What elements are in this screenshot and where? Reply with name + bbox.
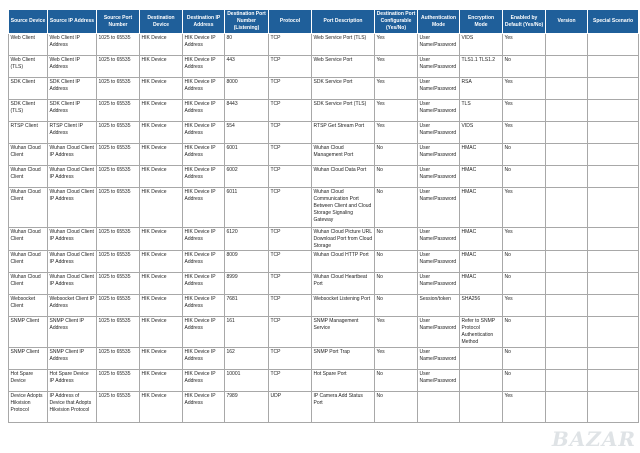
table-row: [9, 188, 639, 228]
table-cell: 161: [225, 317, 269, 348]
table-cell: TCP: [269, 34, 312, 56]
table-cell: SNMP Client: [9, 317, 48, 348]
table-cell: User Name/Password: [418, 166, 460, 188]
col-destination-ip: Destination IP Address: [183, 10, 225, 34]
table-cell: Wuhan Cloud HTTP Port: [312, 251, 375, 273]
table-cell: [546, 251, 588, 273]
table-cell: HIK Device IP Address: [183, 122, 225, 144]
col-authentication-mode: Authentication Mode: [418, 10, 460, 34]
table-cell: Wuhan Cloud Client IP Address: [48, 144, 97, 166]
table-cell: 6011: [225, 188, 269, 228]
table-cell: Yes: [503, 122, 546, 144]
table-cell: HIK Device IP Address: [183, 273, 225, 295]
table-cell: HIK Device: [140, 273, 183, 295]
table-cell: [546, 34, 588, 56]
table-cell: [546, 188, 588, 228]
table-cell: HMAC: [460, 228, 503, 251]
table-cell: Wuhan Cloud Management Port: [312, 144, 375, 166]
table-cell: Web Client IP Address: [48, 56, 97, 78]
table-cell: HIK Device IP Address: [183, 295, 225, 317]
table-cell: No: [375, 370, 418, 392]
table-cell: RTSP Client IP Address: [48, 122, 97, 144]
table-cell: HIK Device IP Address: [183, 78, 225, 100]
table-cell: User Name/Password: [418, 348, 460, 370]
table-cell: HMAC: [460, 188, 503, 228]
table-cell: RTSP Get Stream Port: [312, 122, 375, 144]
table-cell: HIK Device: [140, 56, 183, 78]
table-cell: 1025 to 65535: [97, 78, 140, 100]
table-cell: No: [375, 392, 418, 423]
table-cell: 443: [225, 56, 269, 78]
table-cell: [588, 56, 639, 78]
table-cell: Web Client (TLS): [9, 56, 48, 78]
table-cell: Websocket Client: [9, 295, 48, 317]
table-cell: [588, 166, 639, 188]
table-cell: User Name/Password: [418, 144, 460, 166]
table-cell: Yes: [375, 100, 418, 122]
table-cell: User Name/Password: [418, 34, 460, 56]
table-cell: Yes: [503, 34, 546, 56]
table-cell: Websocket Listening Port: [312, 295, 375, 317]
table-cell: Wuhan Cloud Client IP Address: [48, 228, 97, 251]
table-cell: [546, 295, 588, 317]
table-cell: No: [503, 56, 546, 78]
table-cell: [588, 273, 639, 295]
table-cell: HIK Device IP Address: [183, 317, 225, 348]
table-cell: No: [375, 251, 418, 273]
table-cell: 6002: [225, 166, 269, 188]
table-cell: 8443: [225, 100, 269, 122]
table-cell: 1025 to 65535: [97, 295, 140, 317]
table-body: [9, 34, 639, 423]
table-cell: 1025 to 65535: [97, 100, 140, 122]
table-cell: Yes: [375, 348, 418, 370]
table-cell: Websocket Client IP Address: [48, 295, 97, 317]
table-cell: [588, 295, 639, 317]
table-cell: [588, 228, 639, 251]
table-row: [9, 251, 639, 273]
table-cell: HIK Device: [140, 166, 183, 188]
table-cell: No: [503, 370, 546, 392]
header-row: [9, 10, 639, 34]
table-cell: TCP: [269, 348, 312, 370]
col-source-port: Source Port Number: [97, 10, 140, 34]
table-row: [9, 122, 639, 144]
table-cell: Wuhan Cloud Client: [9, 228, 48, 251]
table-cell: SDK Client IP Address: [48, 100, 97, 122]
table-cell: No: [503, 144, 546, 166]
table-cell: Yes: [503, 188, 546, 228]
col-encryption-mode: Encryption Mode: [460, 10, 503, 34]
table-cell: [546, 144, 588, 166]
table-cell: Wuhan Cloud Client: [9, 188, 48, 228]
table-cell: Wuhan Cloud Picture URL Download Port from Cloud Storage: [312, 228, 375, 251]
table-cell: 1025 to 65535: [97, 317, 140, 348]
table-row: [9, 166, 639, 188]
table-cell: HMAC: [460, 166, 503, 188]
table-row: [9, 295, 639, 317]
table-cell: SDK Client: [9, 78, 48, 100]
table-row: [9, 273, 639, 295]
table-cell: User Name/Password: [418, 273, 460, 295]
table-cell: 8000: [225, 78, 269, 100]
col-port-description: Port Description: [312, 10, 375, 34]
table-cell: HIK Device: [140, 317, 183, 348]
table-cell: Yes: [375, 122, 418, 144]
table-cell: User Name/Password: [418, 78, 460, 100]
table-cell: HIK Device: [140, 251, 183, 273]
table-cell: VIDS: [460, 34, 503, 56]
table-cell: [546, 100, 588, 122]
table-cell: HIK Device: [140, 228, 183, 251]
table-cell: SDK Client (TLS): [9, 100, 48, 122]
table-cell: TCP: [269, 273, 312, 295]
table-cell: [588, 100, 639, 122]
table-cell: User Name/Password: [418, 100, 460, 122]
table-cell: Session/token: [418, 295, 460, 317]
table-row: [9, 228, 639, 251]
table-cell: 8009: [225, 251, 269, 273]
table-cell: TCP: [269, 188, 312, 228]
table-cell: [546, 122, 588, 144]
table-cell: User Name/Password: [418, 370, 460, 392]
table-cell: [546, 56, 588, 78]
table-row: [9, 392, 639, 423]
table-cell: No: [503, 317, 546, 348]
table-cell: 1025 to 65535: [97, 166, 140, 188]
table-cell: HIK Device IP Address: [183, 228, 225, 251]
table-cell: [546, 228, 588, 251]
table-cell: Wuhan Cloud Communication Port Between Client and Cloud Storage Signaling Gateway: [312, 188, 375, 228]
table-cell: Yes: [503, 392, 546, 423]
table-row: [9, 317, 639, 348]
table-cell: [460, 392, 503, 423]
table-cell: Yes: [375, 34, 418, 56]
table-cell: 1025 to 65535: [97, 228, 140, 251]
table-cell: Yes: [503, 295, 546, 317]
table-cell: IP Address of Device that Adopts Hikvision Protocol: [48, 392, 97, 423]
table-cell: No: [503, 273, 546, 295]
table-cell: User Name/Password: [418, 188, 460, 228]
table-cell: 6001: [225, 144, 269, 166]
table-cell: [588, 122, 639, 144]
table-cell: [546, 392, 588, 423]
table-cell: HIK Device IP Address: [183, 251, 225, 273]
table-cell: 1025 to 65535: [97, 348, 140, 370]
table-cell: 1025 to 65535: [97, 122, 140, 144]
table-cell: TCP: [269, 166, 312, 188]
table-cell: 1025 to 65535: [97, 56, 140, 78]
table-cell: Hot Spare Port: [312, 370, 375, 392]
table-cell: TCP: [269, 56, 312, 78]
col-port-configurable: Destination Port Configurable (Yes/No): [375, 10, 418, 34]
table-row: [9, 144, 639, 166]
table-header: [9, 10, 639, 34]
table-cell: User Name/Password: [418, 317, 460, 348]
table-cell: [588, 34, 639, 56]
table-cell: HMAC: [460, 144, 503, 166]
table-cell: [546, 317, 588, 348]
table-cell: [588, 370, 639, 392]
table-cell: SHA256: [460, 295, 503, 317]
table-cell: Refer to SNMP Protocol Authentication Method: [460, 317, 503, 348]
table-cell: 554: [225, 122, 269, 144]
table-cell: HIK Device: [140, 78, 183, 100]
table-cell: TCP: [269, 78, 312, 100]
table-cell: Wuhan Cloud Heartbeat Port: [312, 273, 375, 295]
table-cell: HIK Device: [140, 34, 183, 56]
table-cell: [588, 78, 639, 100]
table-cell: No: [375, 144, 418, 166]
table-cell: RSA: [460, 78, 503, 100]
table-cell: User Name/Password: [418, 122, 460, 144]
table-cell: 6120: [225, 228, 269, 251]
table-cell: 1025 to 65535: [97, 34, 140, 56]
table-cell: TCP: [269, 317, 312, 348]
table-cell: RTSP Client: [9, 122, 48, 144]
table-cell: TCP: [269, 122, 312, 144]
table-cell: User Name/Password: [418, 56, 460, 78]
table-cell: HIK Device IP Address: [183, 166, 225, 188]
table-cell: SNMP Port Trap: [312, 348, 375, 370]
table-cell: [588, 348, 639, 370]
table-cell: HIK Device: [140, 122, 183, 144]
table-cell: SDK Client IP Address: [48, 78, 97, 100]
table-cell: Device Adopts Hikvision Protocol: [9, 392, 48, 423]
table-cell: TCP: [269, 251, 312, 273]
table-cell: 1025 to 65535: [97, 392, 140, 423]
table-cell: IP Camera Add Status Port: [312, 392, 375, 423]
table-cell: SNMP Client IP Address: [48, 317, 97, 348]
table-row: [9, 56, 639, 78]
table-cell: Wuhan Cloud Client: [9, 144, 48, 166]
table-row: [9, 34, 639, 56]
table-cell: No: [375, 188, 418, 228]
table-cell: UDP: [269, 392, 312, 423]
table-cell: 7681: [225, 295, 269, 317]
table-cell: [588, 392, 639, 423]
table-cell: [546, 348, 588, 370]
table-cell: TLS: [460, 100, 503, 122]
table-cell: Yes: [375, 317, 418, 348]
table-cell: 1025 to 65535: [97, 144, 140, 166]
table-cell: Hot Spare Device: [9, 370, 48, 392]
table-cell: TCP: [269, 144, 312, 166]
table-cell: HIK Device: [140, 295, 183, 317]
table-cell: 1025 to 65535: [97, 273, 140, 295]
table-cell: No: [375, 228, 418, 251]
table-cell: User Name/Password: [418, 251, 460, 273]
table-cell: SNMP Management Service: [312, 317, 375, 348]
table-cell: HIK Device: [140, 370, 183, 392]
col-protocol: Protocol: [269, 10, 312, 34]
table-row: [9, 100, 639, 122]
table-cell: [546, 78, 588, 100]
table-cell: Yes: [503, 100, 546, 122]
table-cell: HIK Device IP Address: [183, 392, 225, 423]
port-table: [8, 9, 639, 423]
table-cell: Web Service Port: [312, 56, 375, 78]
table-cell: HIK Device IP Address: [183, 348, 225, 370]
table-cell: 1025 to 65535: [97, 251, 140, 273]
table-cell: SNMP Client IP Address: [48, 348, 97, 370]
table-cell: TLS1.1 TLS1.2: [460, 56, 503, 78]
table-cell: SDK Service Port (TLS): [312, 100, 375, 122]
table-cell: HMAC: [460, 273, 503, 295]
table-cell: 10001: [225, 370, 269, 392]
table-cell: HIK Device: [140, 188, 183, 228]
table-cell: HIK Device IP Address: [183, 370, 225, 392]
table-cell: 8999: [225, 273, 269, 295]
table-cell: Yes: [503, 78, 546, 100]
table-cell: [418, 392, 460, 423]
table-cell: User Name/Password: [418, 228, 460, 251]
table-cell: [546, 273, 588, 295]
table-cell: [588, 251, 639, 273]
table-cell: HIK Device IP Address: [183, 144, 225, 166]
table-cell: [588, 317, 639, 348]
table-cell: [588, 144, 639, 166]
table-row: [9, 78, 639, 100]
table-cell: Wuhan Cloud Client IP Address: [48, 251, 97, 273]
table-cell: VIDS: [460, 122, 503, 144]
table-cell: HIK Device: [140, 100, 183, 122]
table-cell: No: [503, 348, 546, 370]
col-special-scenario: Special Scenario: [588, 10, 639, 34]
table-cell: 162: [225, 348, 269, 370]
table-cell: HIK Device: [140, 144, 183, 166]
table-cell: Wuhan Cloud Client IP Address: [48, 188, 97, 228]
table-cell: TCP: [269, 100, 312, 122]
col-version: Version: [546, 10, 588, 34]
table-cell: No: [503, 251, 546, 273]
col-source-device: Source Device: [9, 10, 48, 34]
table-cell: Yes: [375, 56, 418, 78]
col-destination-device: Destination Device: [140, 10, 183, 34]
col-enabled-default: Enabled by Default (Yes/No): [503, 10, 546, 34]
table-cell: HMAC: [460, 251, 503, 273]
table-cell: SDK Service Port: [312, 78, 375, 100]
table-cell: No: [375, 295, 418, 317]
table-cell: TCP: [269, 370, 312, 392]
table-cell: HIK Device IP Address: [183, 34, 225, 56]
table-cell: Wuhan Cloud Client IP Address: [48, 166, 97, 188]
table-cell: No: [375, 166, 418, 188]
table-cell: [460, 348, 503, 370]
table-cell: Yes: [375, 78, 418, 100]
table-cell: Wuhan Cloud Client IP Address: [48, 273, 97, 295]
table-cell: 80: [225, 34, 269, 56]
table-cell: Web Client IP Address: [48, 34, 97, 56]
table-cell: Wuhan Cloud Client: [9, 166, 48, 188]
table-row: [9, 370, 639, 392]
col-source-ip: Source IP Address: [48, 10, 97, 34]
table-cell: Wuhan Cloud Client: [9, 273, 48, 295]
watermark-logo: BAZAR: [551, 427, 636, 451]
table-cell: HIK Device IP Address: [183, 56, 225, 78]
col-destination-port: Destination Port Number (Listening): [225, 10, 269, 34]
table-row: [9, 348, 639, 370]
table-cell: HIK Device IP Address: [183, 100, 225, 122]
table-cell: [546, 370, 588, 392]
table-cell: [460, 370, 503, 392]
table-cell: 7989: [225, 392, 269, 423]
table-cell: HIK Device IP Address: [183, 188, 225, 228]
table-cell: Wuhan Cloud Client: [9, 251, 48, 273]
table-cell: [546, 166, 588, 188]
table-cell: Yes: [503, 228, 546, 251]
table-cell: Wuhan Cloud Data Port: [312, 166, 375, 188]
table-cell: [588, 188, 639, 228]
table-cell: Web Service Port (TLS): [312, 34, 375, 56]
table-cell: No: [375, 273, 418, 295]
table-cell: 1025 to 65535: [97, 188, 140, 228]
table-cell: Web Client: [9, 34, 48, 56]
table-cell: HIK Device: [140, 348, 183, 370]
table-cell: TCP: [269, 228, 312, 251]
table-cell: 1025 to 65535: [97, 370, 140, 392]
table-cell: TCP: [269, 295, 312, 317]
table-cell: No: [503, 166, 546, 188]
table-cell: Hot Spare Device IP Address: [48, 370, 97, 392]
table-cell: HIK Device: [140, 392, 183, 423]
table-cell: SNMP Client: [9, 348, 48, 370]
